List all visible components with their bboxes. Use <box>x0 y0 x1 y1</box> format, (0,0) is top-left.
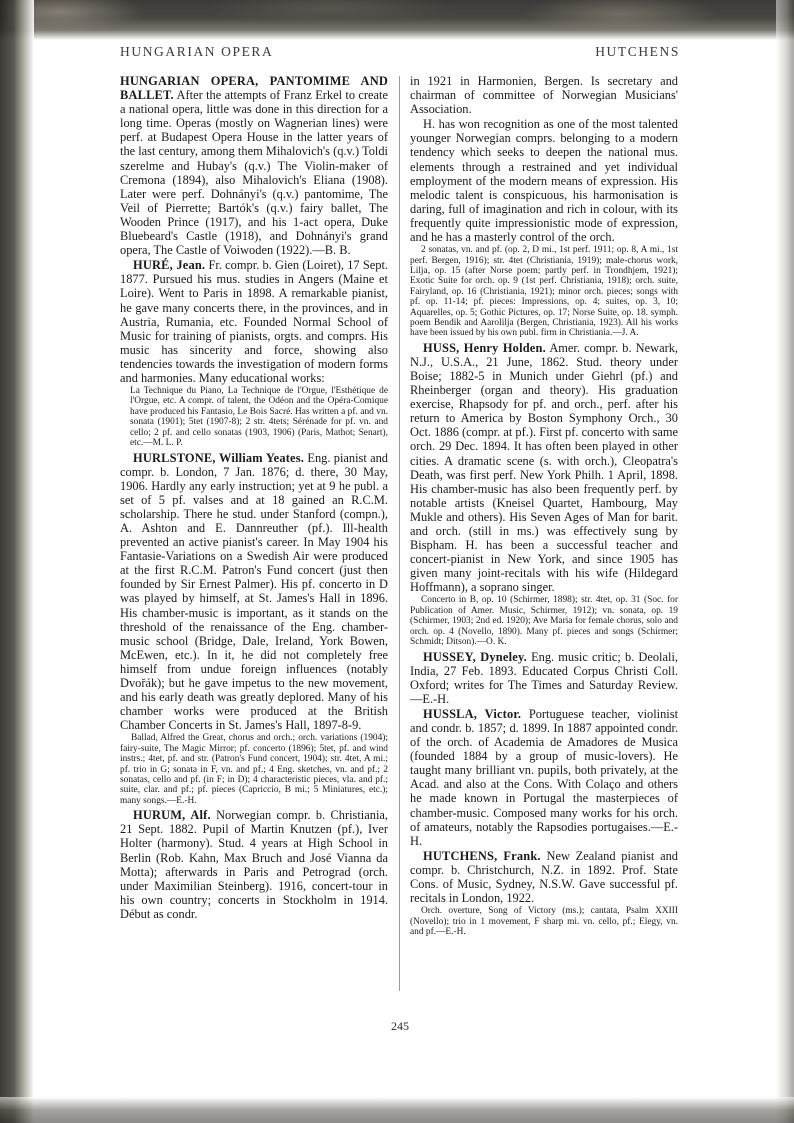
column-divider-rule <box>399 76 400 991</box>
entry-hussey <box>410 650 678 706</box>
works-list-hutchens: Orch. overture, Song of Victory (ms.); cantata, Psalm XXIII (Novello); trio in 1 movement, F sharp mi. vn. cello, pf.; Elegy, vn. and pf.—E.-H. <box>410 906 678 937</box>
entry-hurum-continued-2: H. has won recognition as one of the most talented younger Norwegian comprs. belonging to a modern tendency which seeks to deepen the national mus. elements through a restrained and yet individual employment of the modern means of expression. His melodic talent is conspicuous, his harmonisation is daring, full of imagination and rich in colour, with its frequently quite impressionistic mode of expression, and he has a masterly control of the orch. <box>410 117 678 245</box>
headword: HUTCHENS, Frank. <box>423 848 541 863</box>
entry-text: New Zealand pianist and compr. b. Christchurch, N.Z. in 1892. Prof. State Cons. of Music, Sydney, N.S.W. Gave successful pf. recitals in London, 1922. <box>410 848 678 906</box>
headword: HUSSLA, Victor. <box>423 706 522 721</box>
running-head <box>120 44 680 60</box>
entry-hurum-continued: in 1921 in Harmonien, Bergen. Is secretary and chairman of committee of Norwegian Musicians' Association. <box>410 74 678 117</box>
running-head-left: HUNGARIAN OPERA <box>120 44 274 59</box>
left-column <box>120 74 388 939</box>
entry-text: Fr. compr. b. Gien (Loiret), 17 Sept. 1877. Pursued his mus. studies in Angers (Maine et Loire). Went to Paris in 1898. A remarkable pianist, he gave many concerts there, in the provinces, and in Austria, Rumania, etc. Founded Normal School of Music for training of pianists, orgts. and comprs. His music has sincerity and force, showing also tendencies towards the investigation of modern forms and harmonies. Many educational works: <box>120 258 389 385</box>
entry-text: After the attempts of Franz Erkel to create a national opera, little was done in this direction for a long time. Operas (mostly on Wagnerian lines) were perf. at Budapest Opera House in the latter years of the last century, among them Mihalovich's (q.v.) Toldi szerelme and Hubay's (q.v.) The Violin-maker of Cremona (1894), also Mihalovich's Eliana (1908). Later were perf. Dohnányi's (q.v.) pantomime, The Veil of Pierrette; Bartók's (q.v.) fairy ballet, The Wooden Prince (1917), and his 1-act opera, Duke Bluebeard's Castle (1918), and Dohnányi's grand opera, The Castle of Voiwoden (1922).—B. B. <box>120 88 388 258</box>
two-column-text <box>120 74 680 939</box>
scan-edge-left <box>0 0 34 1123</box>
entry-text: Norwegian compr. b. Christiania, 21 Sept. 1882. Pupil of Martin Knutzen (pf.), Iver Holter (harmony). Stud. 4 years at High School in Berlin (Rob. Kahn, Max Bruch and José Vianna da Motta); afterwards in Paris and Petrograd (orch. under Maximilian Steinberg). 1916, concert-tour in his own country; concerts in Stockholm in 1914. Début as condr. <box>120 808 388 921</box>
entry-text: Portuguese teacher, violinist and condr. b. 1857; d. 1899. In 1887 appointed condr. of the orch. of Academia de Amadores de Musica (founded 1884 by a group of music-lovers). He taught many brilliant vn. pupils, both privately, at the Acad. and also at the Cons. With Colaço and others he made known in Portugal the masterpieces of chamber-music. Composed many works for his orch. of amateurs, notably the Rapsodies portugaises.—E.-H. <box>410 706 679 848</box>
headword: HURUM, Alf. <box>133 808 211 823</box>
scan-edge-top <box>0 0 794 40</box>
entry-hungarian-opera <box>120 74 388 257</box>
headword: HURÉ, Jean. <box>133 258 206 273</box>
headword: HUSS, Henry Holden. <box>423 340 546 355</box>
headword: HURLSTONE, William Yeates. <box>133 450 305 465</box>
headword: HUSSEY, Dyneley. <box>423 649 527 664</box>
works-list-hure: La Technique du Piano, La Technique de l'Orgue, l'Esthétique de l'Orgue, etc. A compr. of talent, the Odéon and the Opéra-Comique have produced his Fantasio, Le Bois Sacré. Has written a pf. and vn. sonata (1901); 5tet (1907-8); 2 str. 4tets; Sérénade for pf. vn. and cello; 2 pf. and cello sonatas (1903, 1906) (Paris, Mathot; Senart), etc.—M. L. P. <box>130 386 388 449</box>
right-column <box>410 74 678 939</box>
entry-hussla <box>410 707 678 848</box>
entry-text: Amer. compr. b. Newark, N.J., U.S.A., 21 June, 1862. Stud. theory under Boise; 1882-5 in Munich under Giehrl (pf.) and Rheinberger (organ and theory). His graduation exercise, Rhapsody for pf. and orch., perf. after his return to America by Boston Symphony Orch., 30 Oct. 1886 (compr. at pf.). First pf. concerto with same orch. 29 Dec. 1894. It has often been played in other cities. A dramatic scene (s. with orch.), Cleopatra's Death, was first perf. New York Philh. 1 April, 1898. His chamber-music has also been frequently perf. by notable artists (Kneisel Quartet, Hambourg, May Mukle and others). His Seven Ages of Man for barit. and orch. (still in ms.) was effectively sung by Bispham. H. has been a successful teacher and concert-pianist in New York, and since 1905 has given many joint-recitals with his wife (Hildegard Hoffmann), a soprano singer. <box>410 340 678 595</box>
entry-hurum <box>120 808 388 921</box>
works-list-hurum: 2 sonatas, vn. and pf. (op. 2, D mi., 1st perf. 1911; op. 8, A mi., 1st perf. Bergen, 1916); str. 4tet (Christiania, 1919); male-chorus work, Lilja, op. 15 (after Norse poem; partly perf. in Trondhjem, 1921); Exotic Suite for orch. op. 9 (1st perf. Christiania, 1918); orch. suite, Fairyland, op. 16 (Christiania, 1921); minor orch. pieces; songs with pf. op. 11-14; pf. pieces: Impressions, op. 4; suites, op. 3, 10; Aquarelles, op. 5; Gothic Pictures, op. 17; Norse Suite, op. 18. symph. poem Bendik and Aarolilja (Bergen, Christiania, 1923). All his works have been issued by his own publ. firm in Christiania.—J. A. <box>410 245 678 339</box>
entry-huss <box>410 341 678 595</box>
scan-edge-bottom <box>0 1097 794 1123</box>
entry-text: Eng. pianist and compr. b. London, 7 Jan. 1876; d. there, 30 May, 1906. Hardly any early instruction; yet at 9 he publ. a set of 5 pf. valses and at 18 gained an R.C.M. scholarship. There he stud. under Stanford (compn.), A. Ashton and E. Dannreuther (pf.). Ill-health prevented an active pianist's career. In May 1904 his Fantasie-Variations on a Swedish Air were produced at the first R.C.M. Patron's Fund concert (just then founded by Sir Ernest Palmer). His pf. concerto in D was played by himself, at St. James's Hall in 1896. His chamber-music is important, as it stands on the threshold of the renaissance of the Eng. chamber-music school (Bridge, Dale, Ireland, York Bowen, McEwen, etc.). In it, he did not completely free himself from undue foreign influences (notably Dvořák); but he gave impetus to the new movement, and his early death was greatly deplored. Many of his chamber works were produced at the British Chamber Concerts in St. James's Hall, 1897-8-9. <box>120 450 388 733</box>
entry-hutchens <box>410 849 678 905</box>
headword: HUNGARIAN OPERA, PANTOMIME AND BALLET. <box>120 74 388 103</box>
scan-edge-right <box>776 0 794 1123</box>
page-body <box>120 44 680 1064</box>
page-number: 245 <box>391 1019 409 1033</box>
works-list-huss: Concerto in B, op. 10 (Schirmer, 1898); str. 4tet, op. 31 (Soc. for Publication of Amer. Music, Schirmer, 1912); vn. sonata, op. 19 (Schirmer, 1903; 2nd ed. 1920); Ave Maria for female chorus, solo and orch. op. 4 (Novello, 1890). Many pf. pieces and songs (Schirmer; Schmidt; Ditson).—O. K. <box>410 595 678 648</box>
running-head-right: HUTCHENS <box>595 44 680 59</box>
works-list-hurlstone: Ballad, Alfred the Great, chorus and orch.; orch. variations (1904); fairy-suite, The Magic Mirror; pf. concerto (1896); 5tet, pf. and wind instrs.; 4tet, pf. and str. (Patron's Fund concert, 1904); str. 4tet, A mi.; pf. trio in G; sonata in F, vn. and pf.; 4 Eng. sketches, vn. and pf.; 2 sonatas, cello and pf. (in F; in D); 4 characteristic pieces, vla. and pf.; suite, clar. and pf.; pf. pieces (Capriccio, B mi.; 5 Miniatures, etc.); many songs.—E.-H. <box>120 733 388 806</box>
entry-hurlstone <box>120 451 388 733</box>
entry-text: Eng. music critic; b. Deolali, India, 27 Feb. 1893. Educated Corpus Christi Coll. Oxford; writes for The Times and Saturday Review.—E.-H. <box>410 649 678 706</box>
entry-hure <box>120 258 388 385</box>
